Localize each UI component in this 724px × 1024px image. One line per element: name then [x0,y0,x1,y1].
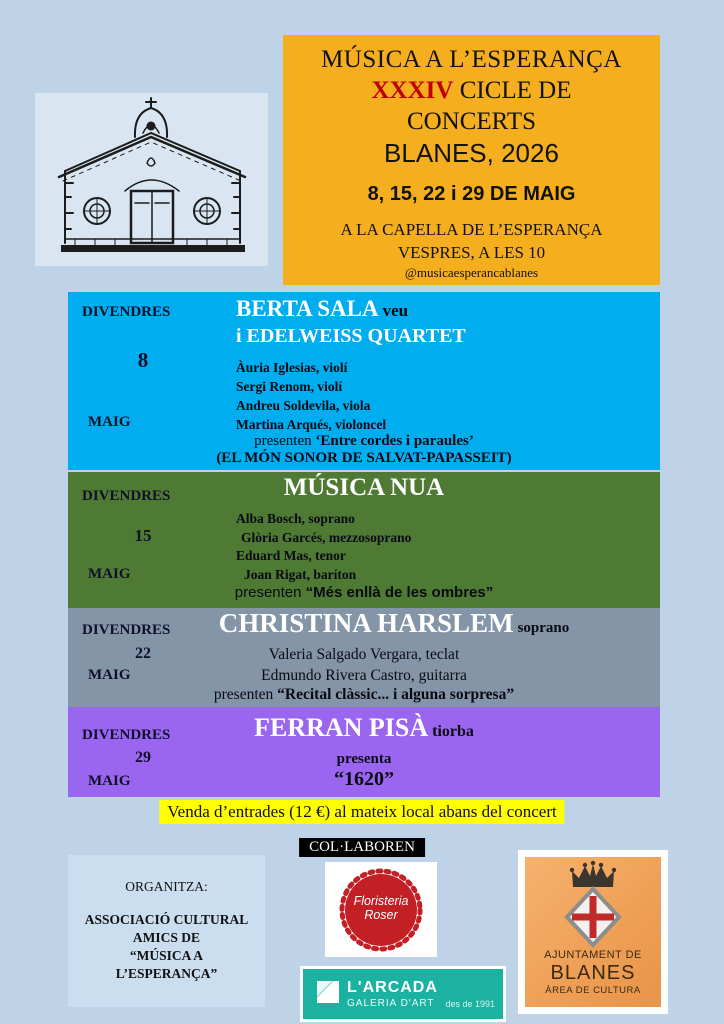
blanes-crest-icon [525,859,661,949]
programme-title: “Més enllà de les ombres” [305,584,494,601]
concert-box-may22 [68,608,660,707]
artist-line [236,296,724,322]
day-label: DIVENDRES [82,727,171,743]
month-label: MAIG [88,667,131,683]
month-label: MAIG [88,773,131,789]
ajuntament-inner [525,857,661,1007]
performer: Edmundo Rivera Castro, guitarra [261,667,467,684]
present-line: presenta [336,751,392,767]
arcada-since: des de 1991 [445,999,495,1009]
performer: Àuria Iglesias, violí [236,360,348,375]
month-label: MAIG [88,414,131,430]
artist-name: BERTA SALA [236,296,379,321]
tickets-notice: Venda d’entrades (12 €) al mateix local abans del concert [159,800,564,824]
artist-line [68,474,660,502]
organizer-label: ORGANITZA: [125,879,208,894]
poster-title: MÚSICA A L’ESPERANÇA [321,46,622,73]
date-number: 22 [135,645,151,662]
arcada-subtitle: GALERIA D'ART [347,998,435,1009]
artist-line2: i EDELWEISS QUARTET [236,325,466,347]
programme-title: ‘Entre cordes i paraules’ [315,433,474,449]
artist-line [68,713,660,743]
performer: Martina Arqués, violoncel [236,417,387,432]
present-line: presenten ‘Entre cordes i paraules’ [254,433,474,449]
concert-box-may15 [68,472,660,608]
concert-box-may8 [68,292,660,470]
performer: Joan Rigat, baríton [244,566,357,582]
chapel-sketch-icon [35,93,268,266]
dates-line: 8, 15, 22 i 29 DE MAIG [367,183,576,205]
social-handle: @musicaesperancablanes [404,265,539,280]
cycle-line [283,77,660,105]
day-label: DIVENDRES [82,304,171,320]
artist-role: veu [382,301,409,320]
month-label: MAIG [88,566,131,582]
arcada-name: L'ARCADA [347,979,438,996]
concert-box-may29 [68,707,660,797]
artist-role: tiorba [432,723,474,740]
programme-title: “1620” [334,768,394,790]
performer: Glòria Garcés, mezzosoprano [241,529,412,545]
ajuntament-blanes-logo [518,850,668,1014]
artist-role: soprano [517,620,570,636]
date-number: 29 [135,749,151,766]
venue-line: A LA CAPELLA DE L’ESPERANÇA [340,220,603,239]
arcada-mark-icon [317,981,339,1003]
concerts-word: CONCERTS [406,108,537,135]
ajuntament-line3: ÀREA DE CULTURA [545,985,641,996]
performer-list [236,358,386,434]
chapel-illustration [35,93,268,266]
performer: Andreu Soldevila, viola [236,398,371,413]
performer: Sergi Renom, violí [236,379,343,394]
date-number: 8 [137,348,149,372]
cycle-number: XXXIV [371,77,454,104]
organizer-box [68,855,265,1007]
ajuntament-line2: BLANES [550,962,636,984]
performer-list [68,644,660,686]
collaborators-label: COL·LABOREN [299,838,425,857]
floristeria-text: Floristeria Roser [353,894,409,922]
artist-name: CHRISTINA HARSLEM [218,608,514,638]
time-line: VESPRES, A LES 10 [397,243,546,262]
programme-subtitle: (EL MÓN SONOR DE SALVAT-PAPASSEIT) [216,450,512,466]
programme-title: “Recital clàssic... i alguna sorpresa” [277,686,515,703]
floristeria-roser-logo [325,862,437,957]
ajuntament-line1: AJUNTAMENT DE [544,949,642,961]
day-label: DIVENDRES [82,622,171,638]
performer-list [236,510,411,584]
organizer-name: ASSOCIACIÓ CULTURAL AMICS DE “MÚSICA A L’ESPERANÇA” [84,912,249,981]
present-line: presenten “Més enllà de les ombres” [234,584,494,601]
artist-name: FERRAN PISÀ [254,713,429,742]
header-box [283,35,660,285]
date-number: 15 [134,526,152,545]
day-label: DIVENDRES [82,488,171,504]
artist-line [128,608,660,639]
city-year: BLANES, 2026 [384,138,559,168]
performer: Eduard Mas, tenor [236,548,346,563]
cycle-rest: CICLE DE [459,77,572,104]
performer: Valeria Salgado Vergara, teclat [268,646,460,663]
present-line: presenten “Recital clàssic... i alguna sorpresa” [213,686,515,703]
arcada-gallery-logo [300,966,506,1022]
performer: Alba Bosch, soprano [236,511,355,526]
artist-name: MÚSICA NUA [283,474,445,501]
